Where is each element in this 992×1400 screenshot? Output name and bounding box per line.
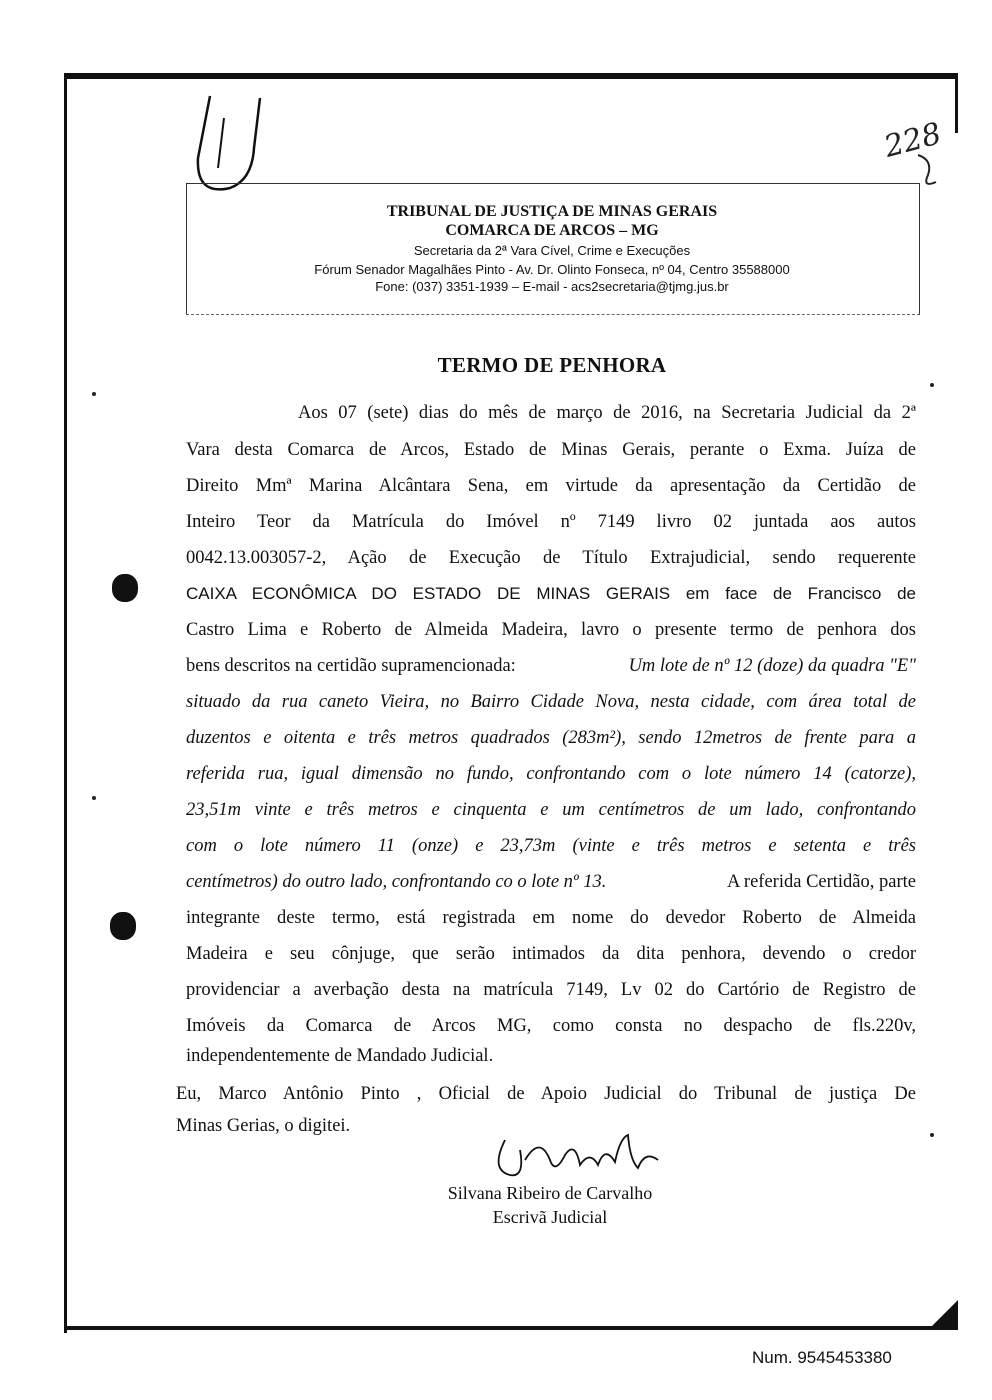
- scan-corner-mark: [928, 1300, 958, 1330]
- property-description-end: centímetros) do outro lado, confrontando co o lote nº 13.: [186, 872, 607, 892]
- svg-text:228: 228: [880, 116, 945, 165]
- body-line: Direito Mmª Marina Alcântara Sena, em virtude da apresentação da Certidão de: [186, 476, 916, 496]
- body-line: CAIXA ECONÔMICA DO ESTADO DE MINAS GERAIS em face de Francisco de: [186, 584, 916, 603]
- scan-border-right: [955, 73, 958, 133]
- court-name: TRIBUNAL DE JUSTIÇA DE MINAS GERAIS: [386, 203, 718, 220]
- document-id-number: Num. 9545453380: [752, 1348, 892, 1367]
- scan-speck: [92, 392, 96, 396]
- document-title: TERMO DE PENHORA: [437, 353, 667, 377]
- punch-hole-mark: [112, 574, 138, 602]
- body-line: 0042.13.003057-2, Ação de Execução de Título Extrajudicial, sendo requerente: [186, 548, 916, 568]
- body-text: A referida Certidão, parte: [726, 872, 916, 892]
- scan-speck: [92, 796, 96, 800]
- body-line: Imóveis da Comarca de Arcos MG, como consta no despacho de fls.220v,: [186, 1016, 916, 1036]
- handwritten-folio-number: [878, 100, 948, 190]
- body-line: Aos 07 (sete) dias do mês de março de 2016, na Secretaria Judicial da 2ª: [298, 403, 916, 423]
- body-line: integrante deste termo, está registrada em nome do devedor Roberto de Almeida: [186, 908, 916, 928]
- body-line: [186, 655, 916, 677]
- scan-border-bottom: [64, 1326, 958, 1330]
- signatory-role: Escrivã Judicial: [492, 1207, 608, 1227]
- body-line: Vara desta Comarca de Arcos, Estado de Minas Gerais, perante o Exma. Juíza de: [186, 440, 916, 460]
- scan-speck: [930, 1133, 934, 1137]
- office-address: Fórum Senador Magalhães Pinto - Av. Dr. Olinto Fonseca, nº 04, Centro 35588000: [314, 262, 790, 277]
- scan-border-left: [64, 73, 67, 1333]
- scan-border-top: [64, 73, 958, 79]
- property-description: Um lote de nº 12 (doze) da quadra "E": [628, 656, 916, 676]
- body-line: Madeira e seu cônjuge, que serão intimados da dita penhora, devendo o credor: [186, 944, 916, 964]
- body-line: Eu, Marco Antônio Pinto , Oficial de Apoio Judicial do Tribunal de justiça De: [176, 1084, 916, 1104]
- body-line: Inteiro Teor da Matrícula do Imóvel nº 7149 livro 02 juntada aos autos: [186, 512, 916, 532]
- property-description-line: com o lote número 11 (onze) e 23,73m (vinte e três metros e setenta e três: [186, 836, 916, 856]
- property-description-line: situado da rua caneto Vieira, no Bairro Cidade Nova, nesta cidade, com área total de: [186, 692, 916, 712]
- office-contact: Fone: (037) 3351-1939 – E-mail - acs2secretaria@tjmg.jus.br: [375, 279, 729, 294]
- scan-speck: [930, 383, 934, 387]
- body-line: Castro Lima e Roberto de Almeida Madeira, lavro o presente termo de penhora dos: [186, 620, 916, 640]
- body-line: Minas Gerias, o digitei.: [176, 1116, 351, 1136]
- district-name: COMARCA DE ARCOS – MG: [445, 222, 659, 239]
- signatory-name: Silvana Ribeiro de Carvalho: [447, 1183, 653, 1203]
- handwritten-signature: [480, 1130, 680, 1190]
- property-description-line: duzentos e oitenta e três metros quadrados (283m²), sendo 12metros de frente para a: [186, 728, 916, 748]
- body-line: providenciar a averbação desta na matrícula 7149, Lv 02 do Cartório de Registro de: [186, 980, 916, 1000]
- body-line: independentemente de Mandado Judicial.: [186, 1046, 494, 1066]
- body-text: bens descritos na certidão supramencionada:: [186, 656, 516, 676]
- property-description-line: referida rua, igual dimensão no fundo, confrontando com o lote número 14 (catorze),: [186, 764, 916, 784]
- office-name: Secretaria da 2ª Vara Cível, Crime e Execuções: [413, 243, 691, 258]
- punch-hole-mark: [110, 912, 136, 940]
- body-line: [186, 871, 916, 893]
- property-description-line: 23,51m vinte e três metros e cinquenta e um centímetros de um lado, confrontando: [186, 800, 916, 820]
